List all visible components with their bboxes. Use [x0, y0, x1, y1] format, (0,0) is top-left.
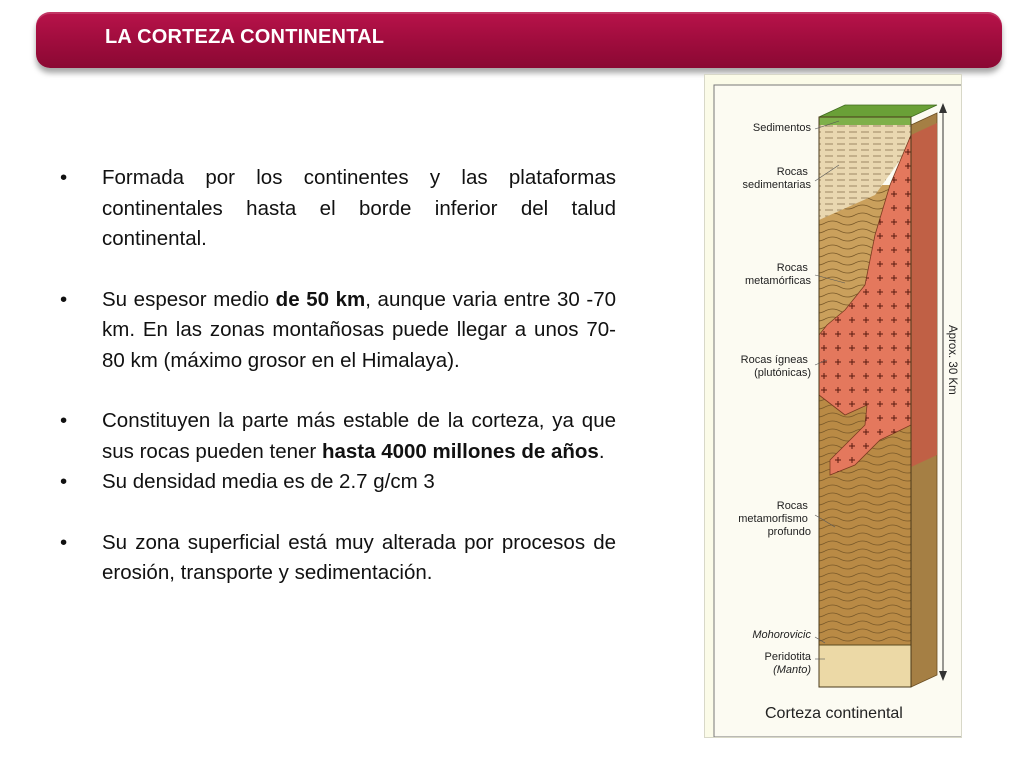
- title-bar: [36, 12, 1002, 68]
- column-side-igneous: [911, 123, 937, 467]
- bullet-text: Su densidad media es de 2.7 g/cm 3: [102, 470, 435, 493]
- bullet-bold-text: de 50 km: [275, 287, 366, 311]
- bullet-text: .: [598, 439, 605, 463]
- label-line: Rocas: [776, 166, 808, 178]
- bullet-item: [56, 163, 616, 255]
- bullet-item: [56, 285, 616, 377]
- label-mohorovicic: Mohorovicic: [752, 629, 811, 641]
- figure-caption: Corteza continental: [765, 705, 903, 722]
- bullet-text: Su espesor medio: [102, 287, 276, 311]
- label-line: metamórficas: [744, 275, 811, 287]
- bullet-list: [56, 163, 616, 589]
- crust-column-diagram: [705, 75, 961, 737]
- label-sedimentos: Sedimentos: [752, 122, 811, 134]
- label-line: Rocas ígneas: [740, 354, 808, 366]
- bullet-bold-text: hasta 4000 millones de años: [321, 439, 599, 463]
- bullet-text: Constituyen la parte más estable de la corteza, ya que sus rocas pueden tener: [102, 409, 616, 463]
- label-line: sedimentarias: [742, 179, 811, 191]
- label-peridotita: Peridotita: [764, 651, 811, 663]
- bullet-item: [56, 467, 616, 498]
- slide-title: LA CORTEZA CONTINENTAL: [105, 26, 385, 48]
- bullet-text: Formada por los continentes y las plataformas continentales hasta el borde inferior del talud continental.: [102, 166, 616, 250]
- label-line: metamorfismo: [738, 513, 808, 525]
- thickness-label: Aprox. 30 Km: [946, 325, 958, 395]
- label-line: Rocas: [776, 262, 808, 274]
- layer-mantle: [819, 645, 911, 687]
- bullet-item: [56, 406, 616, 467]
- label-line: (plutónicas): [754, 367, 811, 379]
- bullet-text: , aunque varia entre 30 -70 km. En las zonas montañosas puede llegar a unos 70-80 km (máximo grosor en el Himalaya).: [102, 287, 616, 372]
- label-line: profundo: [767, 526, 811, 538]
- crust-figure: [704, 74, 962, 738]
- bullet-item: [56, 528, 616, 589]
- bullet-text: Su zona superficial está muy alterada por procesos de erosión, transporte y sedimentación.: [102, 530, 616, 584]
- label-line: Rocas: [776, 500, 808, 512]
- label-manto: (Manto): [773, 664, 811, 676]
